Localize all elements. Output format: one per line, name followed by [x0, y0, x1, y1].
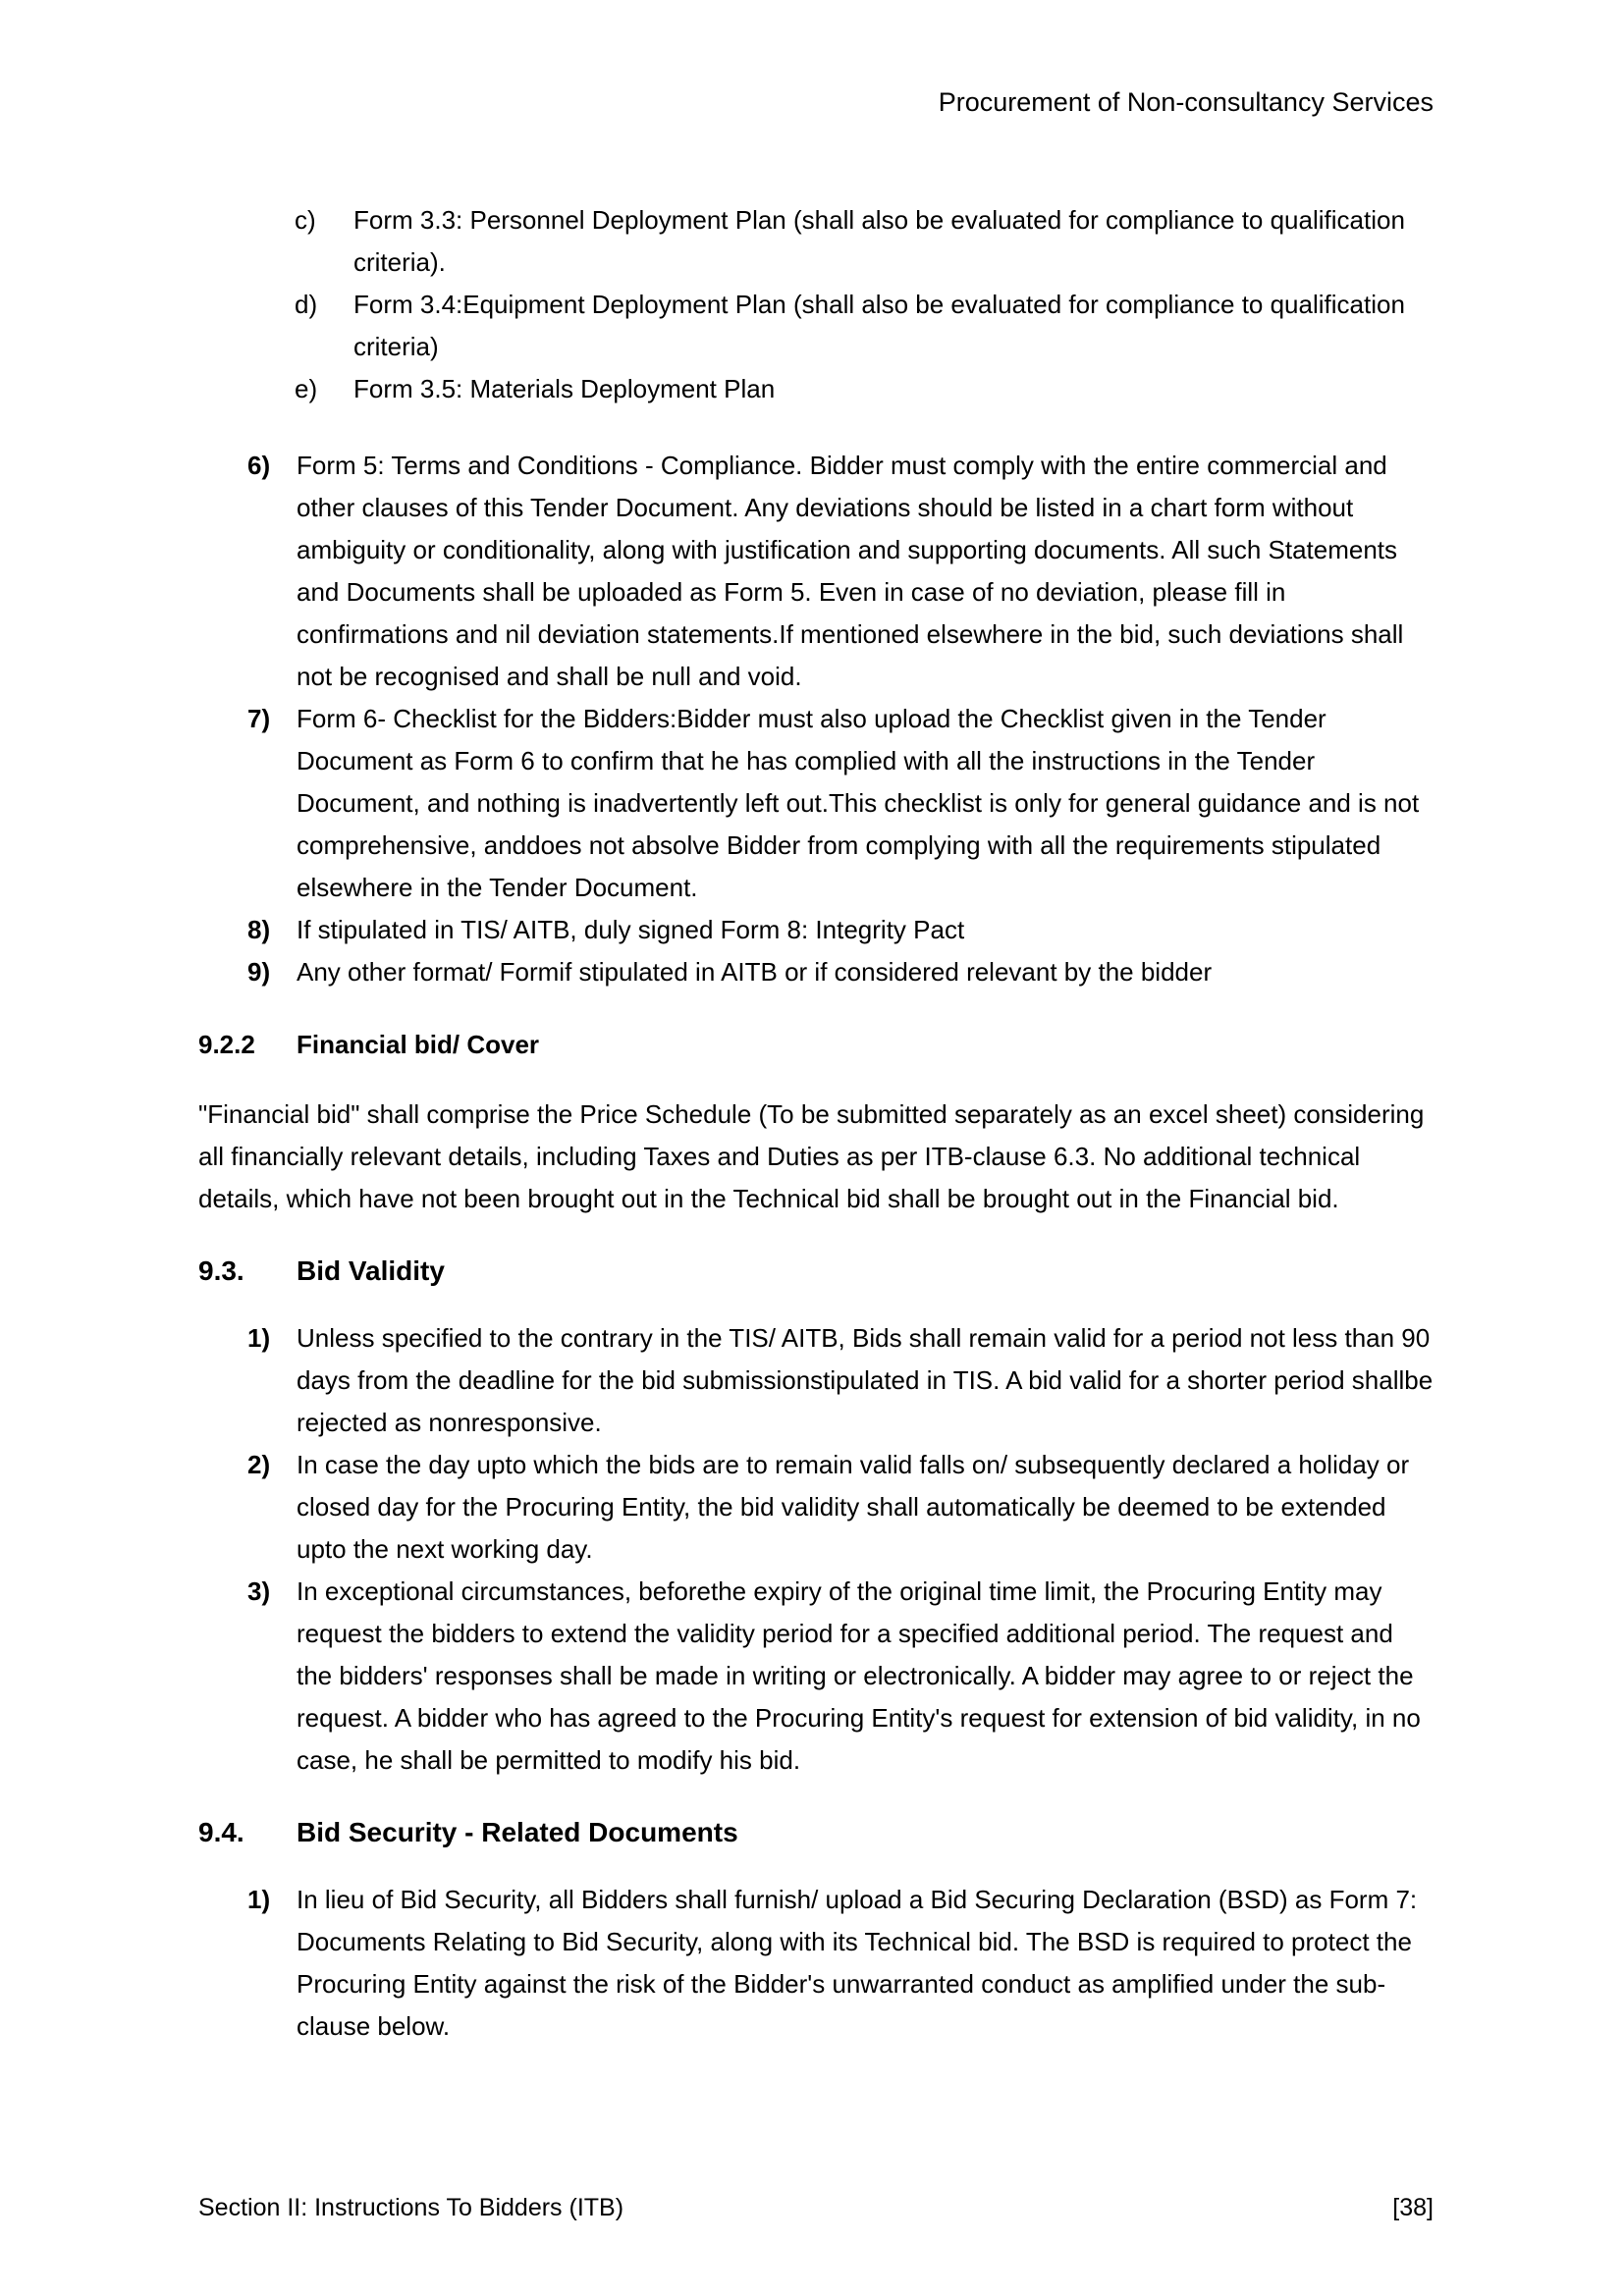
list-item: [198, 445, 1434, 698]
section-paragraph: "Financial bid" shall comprise the Price Schedule (To be submitted separately as an excel sheet) considering all financially relevant details, including Taxes and Duties as per ITB-clause 6.3. No additional technical details, which have not been brought out in the Technical bid shall be brought out in the Financial bid.: [198, 1099, 1425, 1213]
list-item: [198, 698, 1434, 909]
lettered-list: [198, 199, 1434, 410]
list-item-text: In lieu of Bid Security, all Bidders shall furnish/ upload a Bid Securing Declaration (BSD) as Form 7: Documents Relating to Bid Security, along with its Technical bid. The BSD is required to protect the Procuring Entity against the risk of the Bidder's unwarranted conduct as amplified under the sub-clause below.: [297, 1885, 1418, 2041]
list-item-marker: 2): [247, 1450, 271, 1479]
numbered-list: [198, 445, 1434, 993]
list-item-marker: 7): [247, 704, 271, 733]
section-number: 9.4.: [198, 1817, 244, 1847]
list-item-marker: 3): [247, 1576, 271, 1606]
footer-section-label: Section II: Instructions To Bidders (ITB): [198, 2194, 624, 2221]
section-heading-922: [198, 1024, 1434, 1066]
section-heading-94: [198, 1811, 1434, 1853]
list-item: [198, 951, 1434, 993]
list-item-text: Form 6- Checklist for the Bidders:Bidder must also upload the Checklist given in the Tender Document as Form 6 to confirm that he has complied with all the instructions in the Tender Document, and nothing is inadvertently left out.This checklist is only for general guidance and is not comprehensive, anddoes not absolve Bidder from complying with all the requirements stipulated elsewhere in the Tender Document.: [297, 704, 1420, 902]
section-number: 9.2.2: [198, 1030, 255, 1059]
list-item-marker: d): [295, 290, 318, 319]
list-item-text: In case the day upto which the bids are to remain valid falls on/ subsequently declared a holiday or closed day for the Procuring Entity, the bid validity shall automatically be deemed to be extended upto the next working day.: [297, 1450, 1410, 1564]
list-item: [198, 368, 1434, 410]
list-item: [198, 199, 1434, 284]
page-header: [198, 86, 1434, 118]
footer-page-number: [38]: [1392, 2194, 1434, 2221]
list-item-marker: c): [295, 205, 316, 235]
list-item-marker: 1): [247, 1323, 271, 1353]
list-item-marker: 9): [247, 957, 271, 987]
list-item: [198, 909, 1434, 951]
section-93-items: [198, 1317, 1434, 1782]
list-item-text: Any other format/ Formif stipulated in AITB or if considered relevant by the bidder: [297, 957, 1213, 987]
list-item: [198, 1571, 1434, 1782]
header-title: Procurement of Non-consultancy Services: [938, 87, 1434, 117]
list-item-text: Unless specified to the contrary in the TIS/ AITB, Bids shall remain valid for a period not less than 90 days from the deadline for the bid submissionstipulated in TIS. A bid valid for a shorter period shallbe rejected as nonresponsive.: [297, 1323, 1434, 1437]
list-item: [198, 1879, 1434, 2048]
list-item-marker: 6): [247, 451, 271, 480]
list-item-text: If stipulated in TIS/ AITB, duly signed Form 8: Integrity Pact: [297, 915, 965, 944]
section-title: Bid Security - Related Documents: [297, 1817, 738, 1847]
list-item-text: In exceptional circumstances, beforethe expiry of the original time limit, the Procuring Entity may request the bidders to extend the validity period for a specified additional period. The request and the bidders' responses shall be made in writing or electronically. A bidder may agree to or reject the request. A bidder who has agreed to the Procuring Entity's request for extension of bid validity, in no case, he shall be permitted to modify his bid.: [297, 1576, 1421, 1775]
list-item: [198, 1444, 1434, 1571]
section-title: Financial bid/ Cover: [297, 1030, 540, 1059]
list-item: [198, 284, 1434, 368]
section-94-items: [198, 1879, 1434, 2048]
list-item-text: Form 5: Terms and Conditions - Compliance. Bidder must comply with the entire commercial and other clauses of this Tender Document. Any deviations should be listed in a chart form without ambiguity or conditionality, along with justification and supporting documents. All such Statements and Documents shall be uploaded as Form 5. Even in case of no deviation, please fill in confirmations and nil deviation statements.If mentioned elsewhere in the bid, such deviations shall not be recognised and shall be null and void.: [297, 451, 1404, 691]
section-heading-93: [198, 1250, 1434, 1292]
list-item: [198, 1317, 1434, 1444]
section-number: 9.3.: [198, 1255, 244, 1286]
list-item-text: Form 3.5: Materials Deployment Plan: [353, 374, 776, 403]
list-item-marker: 8): [247, 915, 271, 944]
page-footer: [198, 2192, 1434, 2223]
list-item-text: Form 3.4:Equipment Deployment Plan (shall also be evaluated for compliance to qualification criteria): [353, 290, 1405, 361]
document-content: [198, 199, 1434, 2048]
list-item-text: Form 3.3: Personnel Deployment Plan (shall also be evaluated for compliance to qualification criteria).: [353, 205, 1405, 277]
section-title: Bid Validity: [297, 1255, 445, 1286]
list-item-marker: 1): [247, 1885, 271, 1914]
list-item-marker: e): [295, 374, 318, 403]
